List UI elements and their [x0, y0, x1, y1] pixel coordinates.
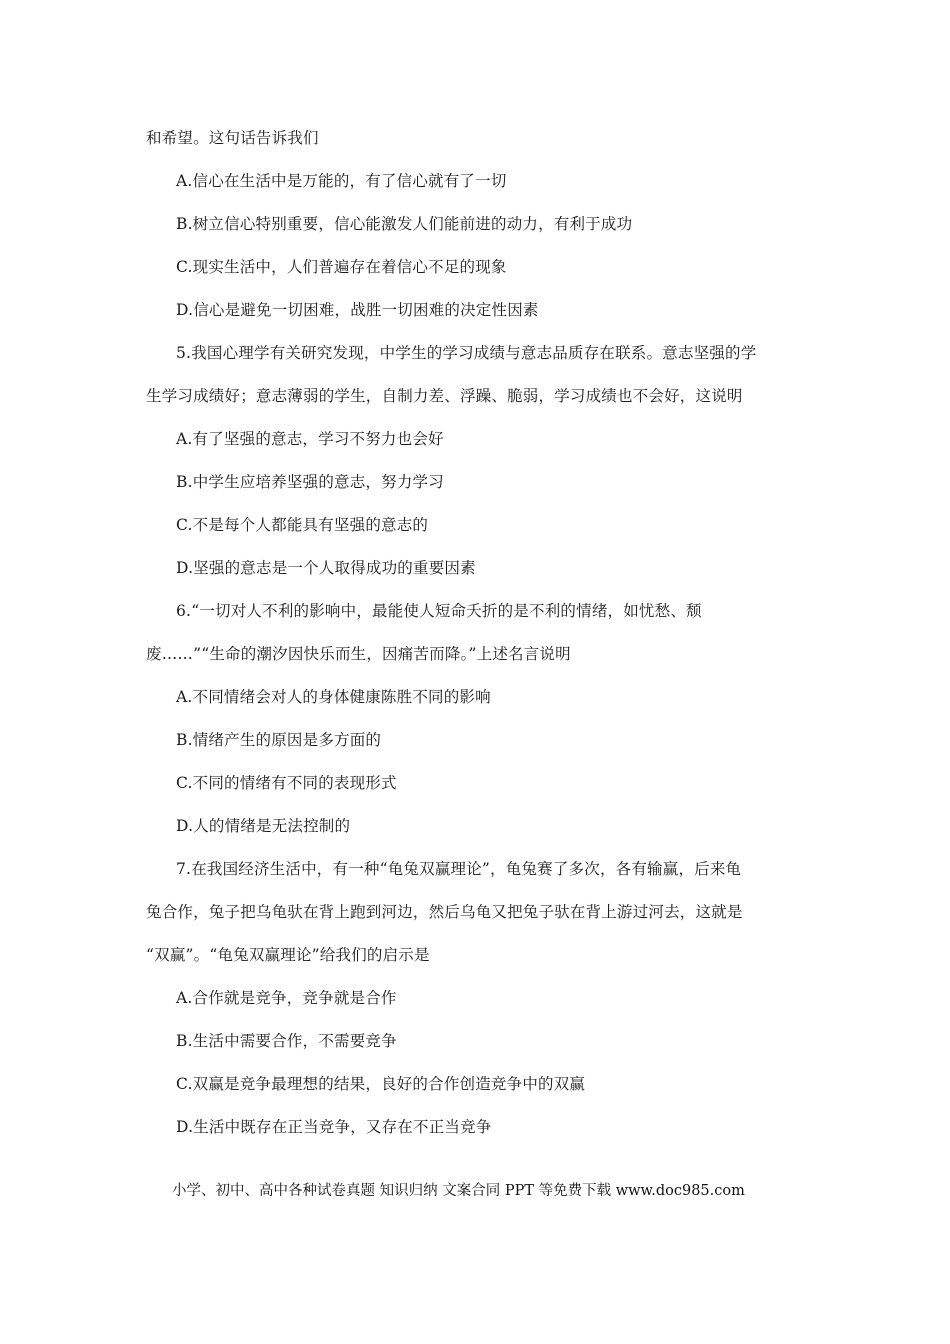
- question-7-option-a: A.合作就是竞争，竞争就是合作: [176, 989, 397, 1007]
- question-5-stem-line-1: 5.我国心理学有关研究发现，中学生的学习成绩与意志品质存在联系。意志坚强的学: [176, 344, 757, 362]
- question-7-stem-line-2: 兔合作，兔子把乌龟驮在背上跑到河边，然后乌龟又把兔子驮在背上游过河去，这就是: [146, 903, 743, 921]
- question-6-option-d: D.人的情绪是无法控制的: [176, 817, 351, 835]
- question-5-option-d: D.坚强的意志是一个人取得成功的重要因素: [176, 559, 476, 577]
- question-5-option-b: B.中学生应培养坚强的意志，努力学习: [176, 473, 444, 491]
- question-7-option-d: D.生活中既存在正当竞争，又存在不正当竞争: [176, 1118, 492, 1136]
- question-7-option-c: C.双赢是竞争最理想的结果，良好的合作创造竞争中的双赢: [176, 1075, 586, 1093]
- question-6-option-a: A.不同情绪会对人的身体健康陈胜不同的影响: [176, 688, 491, 706]
- question-6-option-b: B.情绪产生的原因是多方面的: [176, 731, 382, 749]
- question-5-option-a: A.有了坚强的意志，学习不努力也会好: [176, 430, 444, 448]
- question-6-stem-line-1: 6.“一切对人不利的影响中，最能使人短命夭折的是不利的情绪，如忧愁、颓: [176, 602, 702, 620]
- question-4-stem-end: 和希望。这句话告诉我们: [146, 129, 319, 147]
- question-4-option-d: D.信心是避免一切困难，战胜一切困难的决定性因素: [176, 301, 539, 319]
- question-5-stem-line-2: 生学习成绩好；意志薄弱的学生，自制力差、浮躁、脆弱，学习成绩也不会好，这说明: [146, 387, 743, 405]
- question-7-stem-line-3: “双赢”。“龟兔双赢理论”给我们的启示是: [146, 946, 430, 964]
- question-4-option-a: A.信心在生活中是万能的，有了信心就有了一切: [176, 172, 507, 190]
- question-7-option-b: B.生活中需要合作，不需要竞争: [176, 1032, 397, 1050]
- page-footer: 小学、初中、高中各种试卷真题 知识归纳 文案合同 PPT 等免费下载 www.doc985.com: [172, 1183, 745, 1199]
- question-4-option-b: B.树立信心特别重要，信心能激发人们能前进的动力，有利于成功: [176, 215, 633, 233]
- question-5-option-c: C.不是每个人都能具有坚强的意志的: [176, 516, 429, 534]
- question-6-stem-line-2: 废……”“生命的潮汐因快乐而生，因痛苦而降。”上述名言说明: [146, 645, 571, 663]
- question-7-stem-line-1: 7.在我国经济生活中，有一种“龟兔双赢理论”，龟兔赛了多次，各有输赢，后来龟: [176, 860, 742, 878]
- question-4-option-c: C.现实生活中，人们普遍存在着信心不足的现象: [176, 258, 507, 276]
- question-6-option-c: C.不同的情绪有不同的表现形式: [176, 774, 397, 792]
